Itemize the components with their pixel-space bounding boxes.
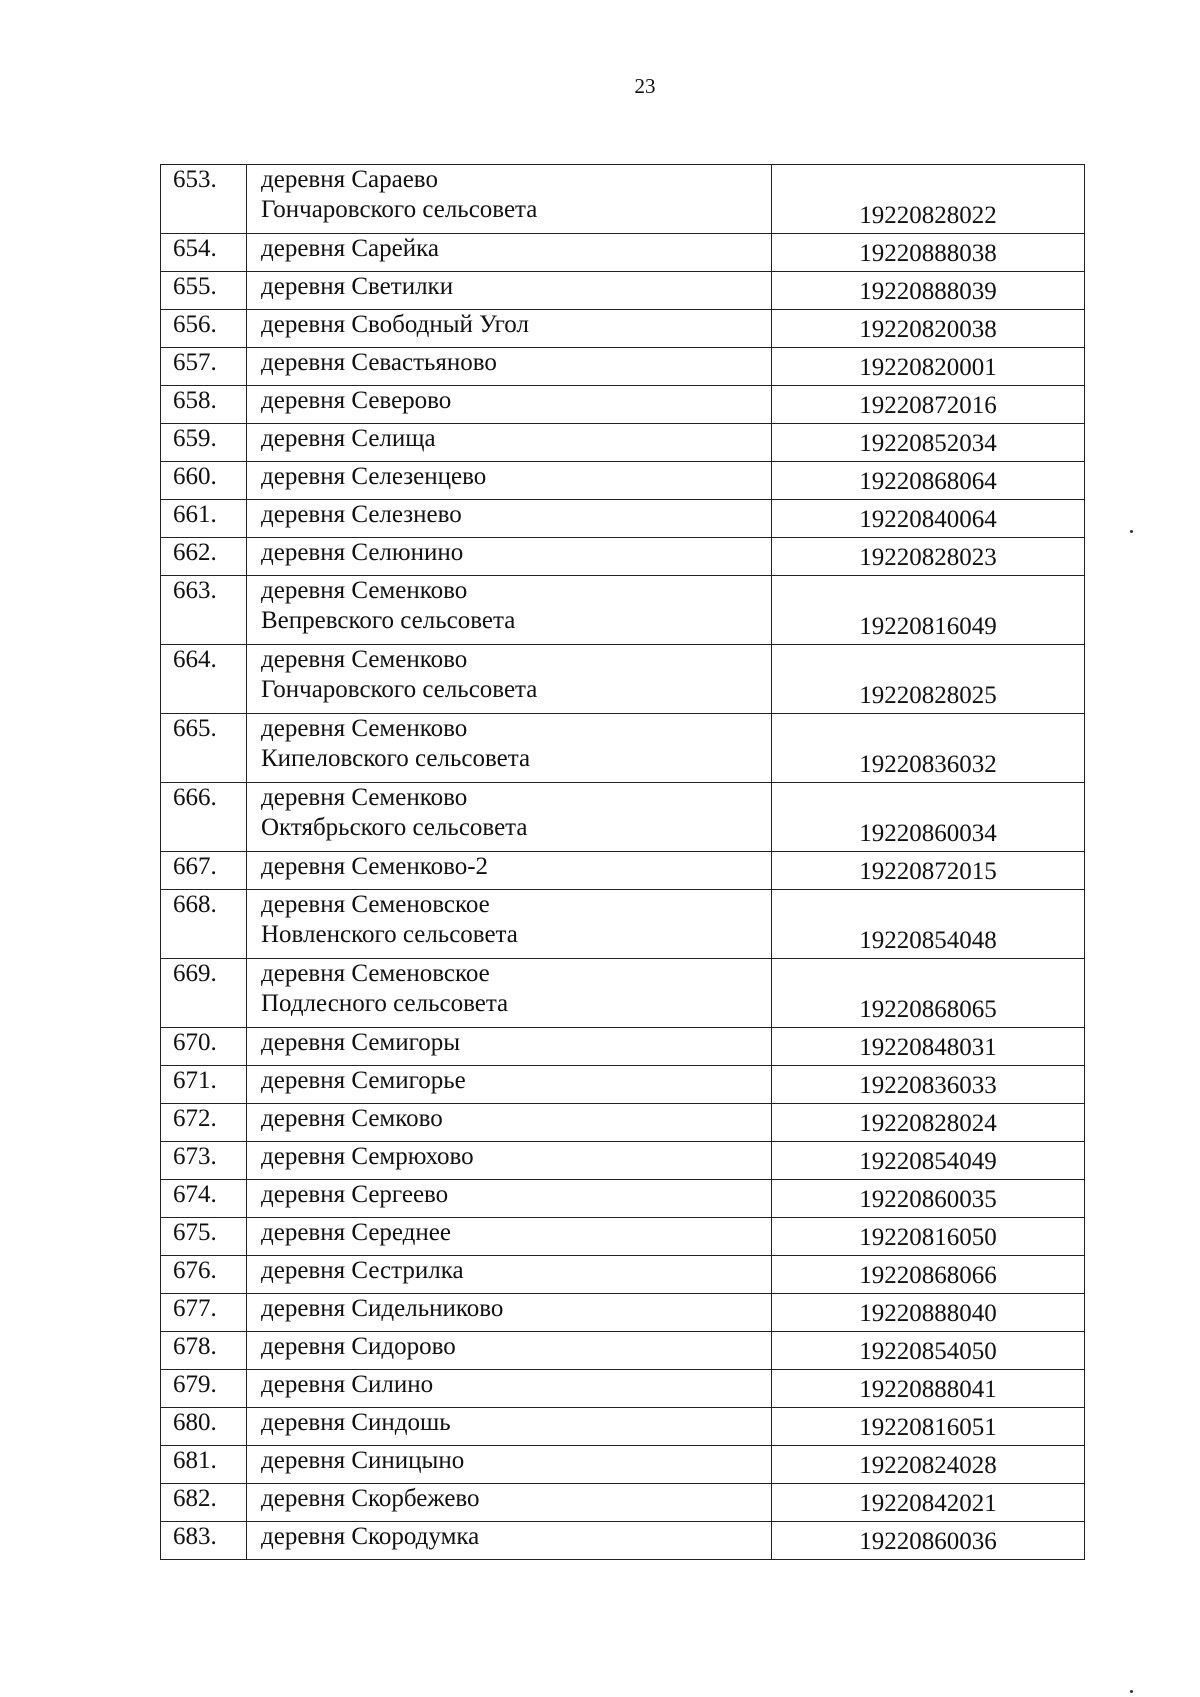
oktmo-code: 19220828024 (772, 1104, 1085, 1142)
row-number: 682. (161, 1484, 247, 1522)
settlement-name (247, 890, 772, 959)
settlement-name (247, 714, 772, 783)
oktmo-code: 19220816050 (772, 1218, 1085, 1256)
settlement-name-line: деревня Семеновское (261, 891, 490, 918)
table-row (161, 462, 1085, 500)
row-number: 660. (161, 462, 247, 500)
row-number: 666. (161, 783, 247, 852)
table-body (161, 165, 1085, 1560)
settlement-name (247, 959, 772, 1028)
settlement-name-line: деревня Семенково-2 (261, 853, 489, 880)
settlement-name-line: деревня Семково (261, 1105, 443, 1132)
settlement-name (247, 272, 772, 310)
oktmo-code: 19220860035 (772, 1180, 1085, 1218)
settlement-name-line: деревня Селища (261, 425, 436, 452)
row-number: 655. (161, 272, 247, 310)
settlement-name (247, 645, 772, 714)
table-row (161, 1408, 1085, 1446)
table-row (161, 1066, 1085, 1104)
row-number: 677. (161, 1294, 247, 1332)
settlement-name-line: деревня Семенково (261, 646, 468, 673)
settlement-name-line: деревня Светилки (261, 273, 454, 300)
settlement-name-line: деревня Севастьяново (261, 349, 497, 376)
row-number: 678. (161, 1332, 247, 1370)
settlement-name-line: деревня Сидорово (261, 1333, 456, 1360)
row-number: 671. (161, 1066, 247, 1104)
settlement-name (247, 1142, 772, 1180)
row-number: 662. (161, 538, 247, 576)
row-number: 675. (161, 1218, 247, 1256)
settlement-council-line: Гончаровского сельсовета (261, 676, 538, 703)
row-number: 663. (161, 576, 247, 645)
settlement-name (247, 1104, 772, 1142)
oktmo-code: 19220828022 (772, 165, 1085, 234)
settlement-name-line: деревня Середнее (261, 1219, 451, 1246)
settlement-name-line: деревня Семрюхово (261, 1143, 474, 1170)
settlement-name (247, 1484, 772, 1522)
settlement-name (247, 348, 772, 386)
table-row (161, 348, 1085, 386)
row-number: 657. (161, 348, 247, 386)
settlement-name-line: деревня Селезенцево (261, 463, 487, 490)
table-row (161, 1180, 1085, 1218)
settlement-council-line: Кипеловского сельсовета (261, 745, 531, 772)
table-row (161, 1256, 1085, 1294)
row-number: 667. (161, 852, 247, 890)
settlement-name-line: деревня Сергеево (261, 1181, 449, 1208)
oktmo-code: 19220888039 (772, 272, 1085, 310)
table-row (161, 783, 1085, 852)
row-number: 656. (161, 310, 247, 348)
row-number: 659. (161, 424, 247, 462)
settlement-name (247, 538, 772, 576)
settlement-name (247, 1066, 772, 1104)
page-number: 23 (634, 74, 656, 98)
oktmo-code: 19220854048 (772, 890, 1085, 959)
oktmo-code: 19220888038 (772, 234, 1085, 272)
oktmo-code: 19220816049 (772, 576, 1085, 645)
settlement-name (247, 576, 772, 645)
settlement-name-line: деревня Скорбежево (261, 1485, 480, 1512)
row-number: 680. (161, 1408, 247, 1446)
oktmo-code: 19220872015 (772, 852, 1085, 890)
row-number: 679. (161, 1370, 247, 1408)
settlement-name-line: деревня Семенково (261, 577, 468, 604)
settlement-name-line: деревня Сидельниково (261, 1295, 504, 1322)
oktmo-code: 19220824028 (772, 1446, 1085, 1484)
settlement-name-line: деревня Северово (261, 387, 452, 414)
oktmo-code: 19220836033 (772, 1066, 1085, 1104)
settlement-name-line: деревня Семенково (261, 784, 468, 811)
table-row (161, 1522, 1085, 1560)
table-row (161, 852, 1085, 890)
oktmo-code: 19220842021 (772, 1484, 1085, 1522)
settlement-name-line: деревня Селюнино (261, 539, 464, 566)
settlement-name (247, 1180, 772, 1218)
table-row (161, 959, 1085, 1028)
settlement-name (247, 1294, 772, 1332)
settlements-table (160, 164, 1085, 1560)
scan-speck (1130, 1690, 1133, 1693)
settlement-name-line: деревня Свободный Угол (261, 311, 529, 338)
settlement-name-line: деревня Синдошь (261, 1409, 451, 1436)
oktmo-code: 19220816051 (772, 1408, 1085, 1446)
oktmo-code: 19220868066 (772, 1256, 1085, 1294)
oktmo-code: 19220868065 (772, 959, 1085, 1028)
oktmo-code: 19220854050 (772, 1332, 1085, 1370)
settlement-name (247, 1522, 772, 1560)
oktmo-code: 19220852034 (772, 424, 1085, 462)
table-row (161, 234, 1085, 272)
oktmo-code: 19220828023 (772, 538, 1085, 576)
row-number: 673. (161, 1142, 247, 1180)
row-number: 672. (161, 1104, 247, 1142)
settlement-name (247, 1370, 772, 1408)
oktmo-code: 19220888041 (772, 1370, 1085, 1408)
row-number: 681. (161, 1446, 247, 1484)
settlement-name (247, 1446, 772, 1484)
settlement-name (247, 500, 772, 538)
settlement-name (247, 462, 772, 500)
scan-speck (1130, 530, 1133, 533)
oktmo-code: 19220836032 (772, 714, 1085, 783)
table-row (161, 1370, 1085, 1408)
table-row (161, 424, 1085, 462)
table-row (161, 1294, 1085, 1332)
table-row (161, 890, 1085, 959)
settlement-name-line: деревня Семеновское (261, 960, 490, 987)
row-number: 668. (161, 890, 247, 959)
settlement-name (247, 1408, 772, 1446)
row-number: 658. (161, 386, 247, 424)
settlement-name (247, 852, 772, 890)
settlement-name (247, 1332, 772, 1370)
settlement-name (247, 386, 772, 424)
settlement-council-line: Подлесного сельсовета (261, 990, 509, 1017)
settlement-council-line: Гончаровского сельсовета (261, 196, 538, 223)
settlement-name-line: деревня Селезнево (261, 501, 462, 528)
settlement-council-line: Вепревского сельсовета (261, 607, 516, 634)
row-number: 683. (161, 1522, 247, 1560)
table-row (161, 310, 1085, 348)
settlement-name (247, 165, 772, 234)
row-number: 654. (161, 234, 247, 272)
table-row (161, 1484, 1085, 1522)
table-row (161, 714, 1085, 783)
table-row (161, 538, 1085, 576)
settlement-name (247, 783, 772, 852)
settlement-name-line: деревня Сараево (261, 166, 438, 193)
settlement-name-line: деревня Сарейка (261, 235, 439, 262)
settlement-name-line: деревня Семенково (261, 715, 468, 742)
table-row (161, 576, 1085, 645)
table-row (161, 1332, 1085, 1370)
oktmo-code: 19220848031 (772, 1028, 1085, 1066)
row-number: 674. (161, 1180, 247, 1218)
settlement-council-line: Октябрьского сельсовета (261, 814, 528, 841)
settlement-name-line: деревня Семигоры (261, 1029, 461, 1056)
oktmo-code: 19220820038 (772, 310, 1085, 348)
row-number: 664. (161, 645, 247, 714)
table-row (161, 1446, 1085, 1484)
settlement-name (247, 1218, 772, 1256)
table-row (161, 645, 1085, 714)
row-number: 665. (161, 714, 247, 783)
oktmo-code: 19220888040 (772, 1294, 1085, 1332)
oktmo-code: 19220860036 (772, 1522, 1085, 1560)
table-row (161, 386, 1085, 424)
oktmo-code: 19220868064 (772, 462, 1085, 500)
settlement-name (247, 234, 772, 272)
settlement-name-line: деревня Семигорье (261, 1067, 466, 1094)
oktmo-code: 19220840064 (772, 500, 1085, 538)
settlement-name-line: деревня Синицыно (261, 1447, 465, 1474)
table-row (161, 272, 1085, 310)
row-number: 676. (161, 1256, 247, 1294)
oktmo-code: 19220828025 (772, 645, 1085, 714)
table-row (161, 1142, 1085, 1180)
row-number: 653. (161, 165, 247, 234)
oktmo-code: 19220872016 (772, 386, 1085, 424)
settlement-name-line: деревня Скородумка (261, 1523, 480, 1550)
table-row (161, 500, 1085, 538)
settlement-name (247, 310, 772, 348)
table-row (161, 1028, 1085, 1066)
oktmo-code: 19220860034 (772, 783, 1085, 852)
oktmo-code: 19220820001 (772, 348, 1085, 386)
settlement-name (247, 1028, 772, 1066)
oktmo-code: 19220854049 (772, 1142, 1085, 1180)
settlement-name-line: деревня Силино (261, 1371, 434, 1398)
row-number: 669. (161, 959, 247, 1028)
row-number: 661. (161, 500, 247, 538)
row-number: 670. (161, 1028, 247, 1066)
settlement-name-line: деревня Сестрилка (261, 1257, 464, 1284)
settlement-name (247, 424, 772, 462)
table-row (161, 165, 1085, 234)
table-row (161, 1218, 1085, 1256)
settlement-name (247, 1256, 772, 1294)
table-row (161, 1104, 1085, 1142)
settlement-council-line: Новленского сельсовета (261, 921, 518, 948)
